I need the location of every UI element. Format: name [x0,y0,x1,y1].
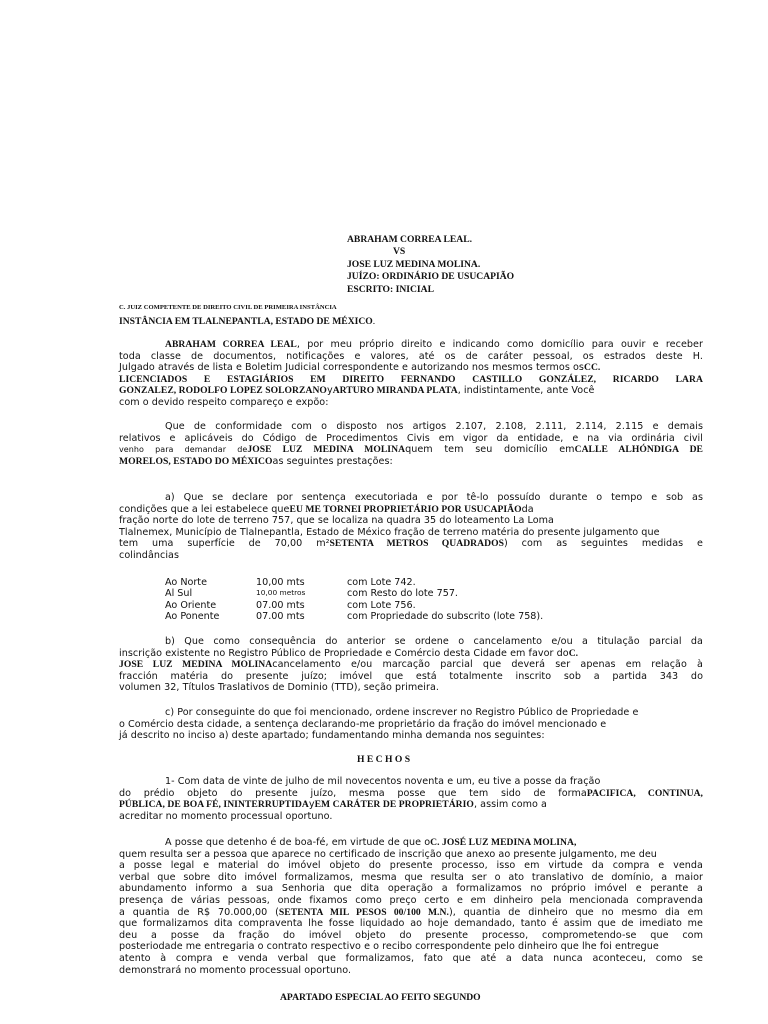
document-type: ESCRITO: INICIAL [347,283,434,295]
intro-paragraph: ABRAHAM CORREA LEAL, por meu próprio direito e indicando como domicílio para ouvir e receber toda classe de documentos, notificações e valores, até os de caráter pessoal, os estrados deste H. Julgado através de lista e Boletim Judicial correspondente e autorizando nos mesmos termos osCC. LICENCIADOS E ESTAGIÁRIOS EM DIREITO FERNANDO CASTILLO GONZÁLEZ, RICARDO LARA GONZALEZ, RODOLFO LOPEZ SOLORZANOyARTURO MIRANDA PLATA, indistintamente, ante Você com o devido respeito compareço e expõo: [119,339,704,408]
special-section-heading: APARTADO ESPECIAL AO FEITO SEGUNDO [280,992,481,1003]
document-page: ABRAHAM CORREA LEAL. VS JOSE LUZ MEDINA MOLINA. JUÍZO: ORDINÁRIO DE USUCAPIÃO ESCRITO: INICIAL C. JUIZ COMPETENTE DE DIREITO CIVIL DE PRIMEIRA INSTÂNCIA INSTÂNCIA EM TLALNEPANTLA, ESTADO DE MÉXICO. ABRAHAM CORREA LEAL, por meu próprio direito e indicando como domicílio para ouvir e receber toda classe de documentos, notificações e valores, até os de caráter pessoal, os estrados deste H. Julgado através de lista e Boletim Judicial correspondente e autorizando nos mesmos termos osCC. LICENCIADOS E ESTAGIÁRIOS EM DIREITO FERNANDO CASTILLO GONZÁLEZ, RICARDO LARA GONZALEZ, RODOLFO LOPEZ SOLORZANOyARTURO MIRANDA PLATA, indistintamente, ante Você com o devido respeito compareço e expõo: Que de conformidade com o disposto nos artigos 2.107, 2.108, 2.111, 2.114, 2.115 e demais relativos e aplicáveis do Código de Procedimentos Civis em vigor da entidade, e na via ordinária civil venho para demandar deJOSE LUZ MEDINA MOLINAquem tem seu domicílio emCALLE ALHÓNDIGA DE MORELOS, ESTADO DO MÉXICOas seguintes prestações: a) Que se declare por sentença executoriada e por tê-lo possuído durante o tempo e sob as condições que a lei estabelece queEU ME TORNEI PROPRIETÁRIO POR USUCAPIÃOda fração norte do lote de terreno 757, que se localiza na quadra 35 do loteamento La Loma Tlalnemex, Município de Tlalnepantla, Estado de México fração de terreno matéria do presente julgamento que tem uma superfície de 70,00 m²SETENTA METROS QUADRADOS) com as seguintes medidas e colindâncias Ao Norte 10,00 mts com Lote 742. Al Sul 10,00 metros com Resto do lote 757. Ao Oriente 07.00 mts com Lote 756. Ao Ponente 07.00 mts com Propriedade do subscrito (lote 758). b) Que como consequência do anterior se ordene o cancelamento e/ou a titulação parcial da inscrição existente no Registro Público de Propriedade e Comércio desta Cidade em favor doC. JOSE LUZ MEDINA MOLINAcancelamento e/ou marcação parcial que deverá ser apenas em relação à fracción matéria do presente juízo; imóvel que está totalmente inscrito sob a partida 343 do volumen 32, Títulos Traslativos de Dominio (TTD), seção primeira. c) Por conseguinte do que foi mencionado, ordene inscrever no Registro Público de Propriedade e o Comércio desta cidade, a sentença declarando-me proprietário da fração do imóvel mencionado e já descrito no inciso a) deste apartado; fundamentando minha demanda nos seguintes: H E C H O S 1- Com data de vinte de julho de mil novecentos noventa e um, eu tive a posse da fração do prédio objeto do presente juízo, mesma posse que tem sido de formaPACIFICA, CONTINUA, PÚBLICA, DE BOA FÉ, ININTERRUPTIDAyEM CARÁTER DE PROPRIETÁRIO, assim como a acreditar no momento processual oportuno. A posse que detenho é de boa-fé, em virtude de que oC. JOSÉ LUZ MEDINA MOLINA, quem resulta ser a pessoa que aparece no certificado de inscrição que anexo ao presente julgamento, me deu a posse legal e material do imóvel objeto do presente processo, isso em virtude da compra e venda verbal que sobre dito imóvel formalizamos, mesma que resulta ser o ato translativo de domínio, a maior abundamento informo a sua Senhoria que dita operação a formalizamos no próprio imóvel e perante a presença de várias pessoas, onde fixamos como preço certo e em dinheiro pela mencionada compravenda a quantia de R$ 70.000,00 (SETENTA MIL PESOS 00/100 M.N.), quantia de dinheiro que no mesmo dia em que formalizamos dita compraventa lhe fosse liquidado ao hoje demandado, tanto é assim que de imediato me deu a posse da fração do imóvel objeto do presente processo, comprometendo-se que com posteriodade me entregaria o contrato respectivo e o recibo correspondente pelo dinheiro que lhe foi entregue atento à compra e venda verbal que formalizamos, fato que até a data nunca aconteceu, como se demonstrará no momento processual oportuno. APARTADO ESPECIAL AO FEITO SEGUNDO [119,234,704,1003]
versus-label: VS [393,246,406,258]
facts-heading: H E C H O S [357,754,411,765]
legal-basis-paragraph: Que de conformidade com o disposto nos artigos 2.107, 2.108, 2.111, 2.114, 2.115 e demais relativos e aplicáveis do Código de Procedimentos Civis em vigor da entidade, e na via ordinária civil venho para demandar deJOSE LUZ MEDINA MOLINAquem tem seu domicílio emCALLE ALHÓNDIGA DE MORELOS, ESTADO DO MÉXICOas seguintes prestações: [119,421,703,467]
claim-a-paragraph: a) Que se declare por sentença executoriada e por tê-lo possuído durante o tempo e sob as condições que a lei estabelece queEU ME TORNEI PROPRIETÁRIO POR USUCAPIÃOda fração norte do lote de terreno 757, que se localiza na quadra 35 do loteamento La Loma Tlalnemex, Município de Tlalnepantla, Estado de México fração de terreno matéria do presente julgamento que tem uma superfície de 70,00 m²SETENTA METROS QUADRADOS) com as seguintes medidas e colindâncias [119,492,704,561]
addressee-court: INSTÂNCIA EM TLALNEPANTLA, ESTADO DE MÉXICO. [119,316,376,327]
plaintiff-name: ABRAHAM CORREA LEAL. [347,234,472,245]
fact-1-paragraph: 1- Com data de vinte de julho de mil novecentos noventa e um, eu tive a posse da fração do prédio objeto do presente juízo, mesma posse que tem sido de formaPACIFICA, CONTINUA, PÚBLICA, DE BOA FÉ, ININTERRUPTIDAyEM CARÁTER DE PROPRIETÁRIO, assim como a acreditar no momento processual oportuno. [119,776,703,822]
case-caption [347,234,514,296]
defendant-name: JOSE LUZ MEDINA MOLINA. [347,258,481,270]
court-type: JUÍZO: ORDINÁRIO DE USUCAPIÃO [347,271,515,283]
fact-2-paragraph: A posse que detenho é de boa-fé, em virtude de que oC. JOSÉ LUZ MEDINA MOLINA, quem resulta ser a pessoa que aparece no certificado de inscrição que anexo ao presente julgamento, me deu a posse legal e material do imóvel objeto do presente processo, isso em virtude da compra e venda verbal que sobre dito imóvel formalizamos, mesma que resulta ser o ato translativo de domínio, a maior abundamento informo a sua Senhoria que dita operação a formalizamos no próprio imóvel e perante a presença de várias pessoas, onde fixamos como preço certo e em dinheiro pela mencionada compravenda a quantia de R$ 70.000,00 (SETENTA MIL PESOS 00/100 M.N.), quantia de dinheiro que no mesmo dia em que formalizamos dita compraventa lhe fosse liquidado ao hoje demandado, tanto é assim que de imediato me deu a posse da fração do imóvel objeto do presente processo, comprometendo-se que com posteriodade me entregaria o contrato respectivo e o recibo correspondente pelo dinheiro que lhe foi entregue atento à compra e venda verbal que formalizamos, fato que até a data nunca aconteceu, como se demonstrará no momento processual oportuno. [119,837,703,976]
addressee-judge: C. JUIZ COMPETENTE DE DIREITO CIVIL DE PRIMEIRA INSTÂNCIA [119,304,337,311]
claim-c-paragraph: c) Por conseguinte do que foi mencionado, ordene inscrever no Registro Público de Propriedade e o Comércio desta cidade, a sentença declarando-me proprietário da fração do imóvel mencionado e já descrito no inciso a) deste apartado; fundamentando minha demanda nos seguintes: [119,707,639,742]
claim-b-paragraph: b) Que como consequência do anterior se ordene o cancelamento e/ou a titulação parcial da inscrição existente no Registro Público de Propriedade e Comércio desta Cidade em favor doC. JOSE LUZ MEDINA MOLINAcancelamento e/ou marcação parcial que deverá ser apenas em relação à fracción matéria do presente juízo; imóvel que está totalmente inscrito sob a partida 343 do volumen 32, Títulos Traslativos de Dominio (TTD), seção primeira. [119,636,703,694]
